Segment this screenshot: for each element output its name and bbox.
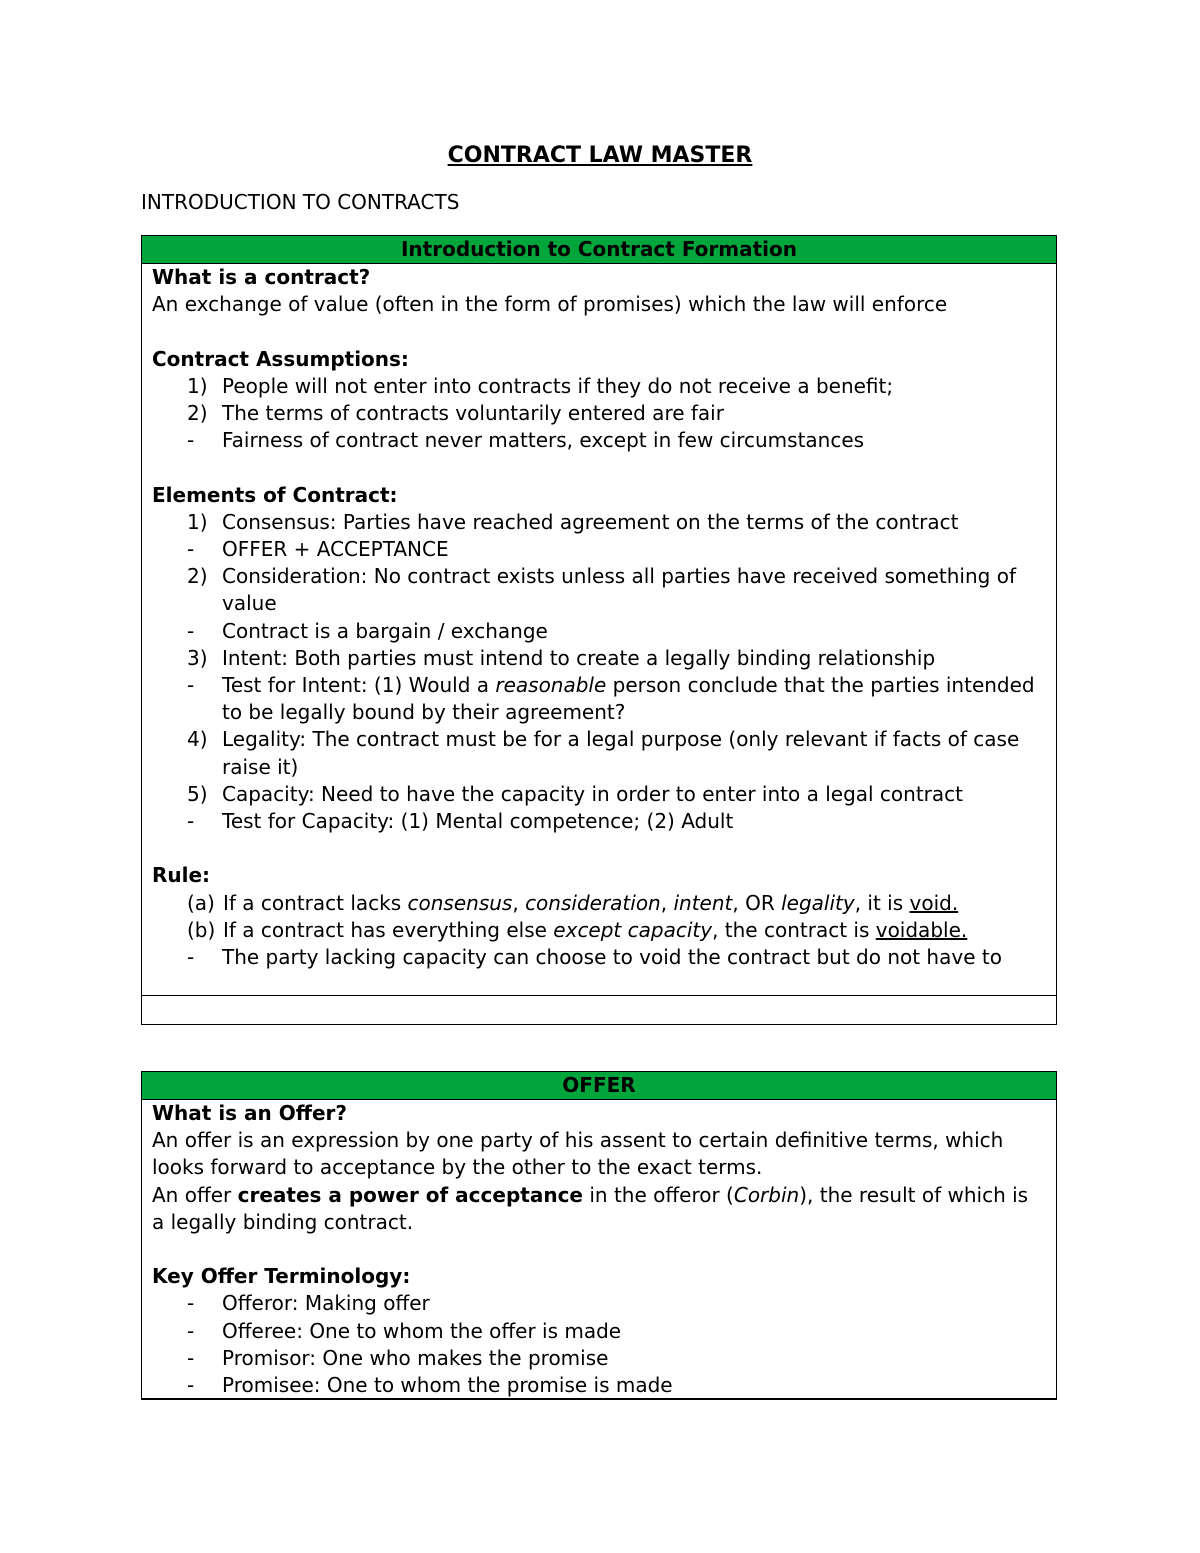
list-marker: 2) — [187, 564, 208, 589]
terminology-label: Key Offer Terminology: — [152, 1264, 411, 1289]
elements-label: Elements of Contract: — [152, 482, 398, 507]
rule-text-a: If a contract lacks consensus, consideration, intent, OR legality, it is void. — [223, 890, 959, 915]
list-marker: - — [187, 1373, 195, 1398]
assumptions-label: Contract Assumptions: — [152, 346, 409, 371]
list-text: Consensus: Parties have reached agreement on the terms of the contract — [222, 509, 959, 534]
list-item — [187, 944, 1046, 971]
empty-table-row — [142, 995, 1056, 1024]
list-text: People will not enter into contracts if they do not receive a benefit; — [222, 373, 894, 398]
list-marker: - — [187, 1318, 195, 1343]
list-marker: - — [187, 1291, 195, 1316]
list-item — [187, 536, 1046, 563]
list-text: Offeror: Making offer — [222, 1291, 430, 1316]
list-marker: - — [187, 537, 195, 561]
list-marker: 1) — [187, 373, 208, 398]
list-marker: 5) — [187, 781, 208, 806]
offer-table — [141, 1071, 1057, 1400]
emphasis-text: reasonable — [495, 673, 607, 698]
question-label: What is a contract? — [152, 265, 371, 289]
list-text: Legality: The contract must be for a legal purpose (only relevant if facts of case raise it) — [222, 727, 1020, 779]
offer-content — [142, 1100, 1056, 1399]
list-item — [187, 618, 1046, 645]
list-marker: (b) — [187, 917, 216, 942]
list-text: The terms of contracts voluntarily entered are fair — [222, 401, 724, 425]
list-marker: 4) — [187, 727, 208, 752]
list-text: Contract is a bargain / exchange — [222, 618, 548, 643]
list-text: Intent: Both parties must intend to create a legally binding relationship — [222, 645, 936, 670]
list-marker: 3) — [187, 645, 208, 670]
list-item — [187, 808, 1046, 835]
rule-text-b: If a contract has everything else except capacity, the contract is voidable. — [223, 917, 968, 942]
list-marker: - — [187, 809, 195, 834]
list-marker: - — [187, 1345, 195, 1370]
list-text: Test for Intent: (1) Would a reasonable person conclude that the parties intended to be legally bound by their agreement? — [222, 673, 1035, 725]
list-marker: 1) — [187, 509, 208, 534]
rule-label: Rule: — [152, 863, 211, 888]
list-text: Promisor: One who makes the promise — [222, 1345, 609, 1370]
list-text: Consideration: No contract exists unless all parties have received something of value — [222, 564, 1016, 616]
list-marker: 2) — [187, 401, 208, 425]
list-text: The party lacking capacity can choose to void the contract but do not have to — [222, 945, 1002, 970]
list-text: Capacity: Need to have the capacity in order to enter into a legal contract — [222, 781, 963, 806]
list-item — [187, 427, 1046, 454]
list-item — [187, 1345, 1046, 1372]
question-label: What is an Offer? — [152, 1101, 347, 1125]
list-text: Offeree: One to whom the offer is made — [222, 1318, 622, 1343]
list-marker: - — [187, 673, 195, 698]
list-marker: - — [187, 618, 195, 643]
list-item — [187, 563, 1046, 617]
list-item — [187, 672, 1046, 726]
list-marker: - — [187, 428, 195, 453]
offer-definition: An offer is an expression by one party of his assent to certain definitive terms, which looks forward to acceptance by the other to the exact terms. — [152, 1128, 1004, 1180]
contract-formation-content — [142, 264, 1056, 971]
list-text: Promisee: One to whom the promise is made — [222, 1373, 673, 1398]
table-header-offer: OFFER — [142, 1072, 1056, 1100]
list-item — [187, 373, 1046, 400]
offer-power-of-acceptance: An offer creates a power of acceptance in the offeror (Corbin), the result of which is a legally binding contract. — [152, 1182, 1029, 1234]
question-answer: An exchange of value (often in the form of promises) which the law will enforce — [152, 292, 948, 317]
table-header-contract-formation: Introduction to Contract Formation — [142, 236, 1056, 264]
list-item — [187, 1290, 1046, 1317]
list-item — [187, 1372, 1046, 1399]
list-item — [187, 726, 1046, 780]
list-marker: - — [187, 945, 195, 970]
list-item — [187, 509, 1046, 536]
list-item — [187, 400, 1046, 427]
list-text: Fairness of contract never matters, except in few circumstances — [222, 428, 865, 453]
section-heading: INTRODUCTION TO CONTRACTS — [141, 190, 460, 214]
list-item — [187, 781, 1046, 808]
rule-item-b — [187, 917, 1046, 944]
list-item — [187, 1318, 1046, 1345]
list-marker: (a) — [187, 890, 215, 915]
list-text: OFFER + ACCEPTANCE — [222, 537, 449, 561]
rule-item-a — [187, 890, 1046, 917]
contract-formation-table — [141, 235, 1057, 1025]
list-item — [187, 645, 1046, 672]
document-title: CONTRACT LAW MASTER — [447, 143, 753, 168]
list-text: Test for Capacity: (1) Mental competence; (2) Adult — [222, 809, 734, 834]
